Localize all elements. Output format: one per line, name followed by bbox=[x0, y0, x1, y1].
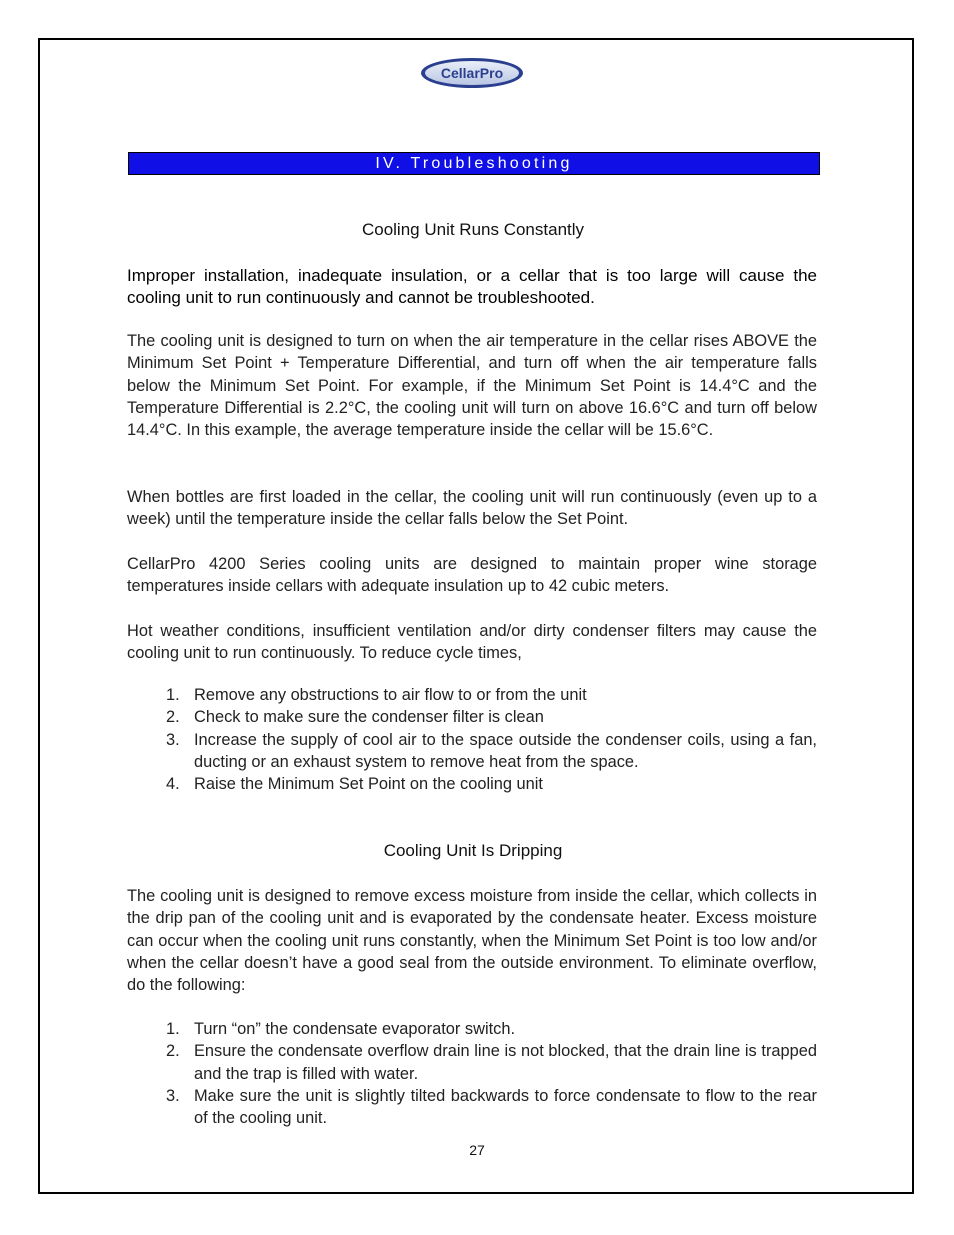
warning-paragraph: Improper installation, inadequate insulation, or a cellar that is too large will cause the cooling unit to run continuously and cannot be troubleshooted. bbox=[127, 266, 817, 308]
paragraph-setpoint-explanation: The cooling unit is designed to turn on when the air temperature in the cellar rises ABOVE the Minimum Set Point + Temperature Differential, and turn off when the air temperature falls below the Minimum Set Point. For example, if the Minimum Set Point is 14.4°C and the Temperature Differential is 2.2°C, the cooling unit will turn on above 16.6°C and turn off below 14.4°C. In this example, the average temperature inside the cellar will be 15.6°C. bbox=[127, 332, 817, 440]
paragraph-moisture: The cooling unit is designed to remove excess moisture from inside the cellar, which collects in the drip pan of the cooling unit and is evaporated by the condensate heater. Excess moisture can occur when the cooling unit runs constantly, when the Minimum Set Point is too low and/or when the cellar doesn’t have a good seal from the outside environment. To eliminate overflow, do the following: bbox=[127, 887, 817, 995]
list-item: 3. Increase the supply of cool air to the space outside the condenser coils, using a fan, ducting or an exhaust system to remove heat from the space. bbox=[166, 730, 817, 771]
overflow-steps bbox=[166, 1018, 817, 1129]
paragraph-capacity: CellarPro 4200 Series cooling units are designed to maintain proper wine storage temperatures inside cellars with adequate insulation up to 42 cubic meters. bbox=[127, 555, 817, 596]
section-title-bar bbox=[128, 152, 820, 175]
paragraph-initial-loading: When bottles are first loaded in the cellar, the cooling unit will run continuously (even up to a week) until the temperature inside the cellar falls below the Set Point. bbox=[127, 488, 817, 529]
list-item: 1. Turn “on” the condensate evaporator switch. bbox=[166, 1020, 516, 1038]
paragraph-hot-weather: Hot weather conditions, insufficient ventilation and/or dirty condenser filters may cause the cooling unit to run continuously. To reduce cycle times, bbox=[127, 622, 817, 663]
heading-cooling-dripping: Cooling Unit Is Dripping bbox=[383, 841, 563, 860]
page-number: 27 bbox=[469, 1142, 485, 1158]
cycle-reduction-steps bbox=[166, 684, 817, 795]
cellarpro-logo bbox=[419, 56, 525, 90]
list-item: 2. Check to make sure the condenser filter is clean bbox=[166, 708, 544, 727]
list-item: 4. Raise the Minimum Set Point on the cooling unit bbox=[166, 775, 543, 794]
list-item: 2. Ensure the condensate overflow drain line is not blocked, that the drain line is trapped and the trap is filled with water. bbox=[166, 1042, 817, 1083]
heading-cooling-runs-constantly: Cooling Unit Runs Constantly bbox=[361, 220, 585, 239]
section-title: IV. Troubleshooting bbox=[375, 155, 573, 172]
logo-text: CellarPro bbox=[440, 65, 504, 81]
list-item: 3. Make sure the unit is slightly tilted backwards to force condensate to flow to the rear of the cooling unit. bbox=[166, 1086, 817, 1128]
list-item: 1. Remove any obstructions to air flow to or from the unit bbox=[166, 686, 587, 704]
